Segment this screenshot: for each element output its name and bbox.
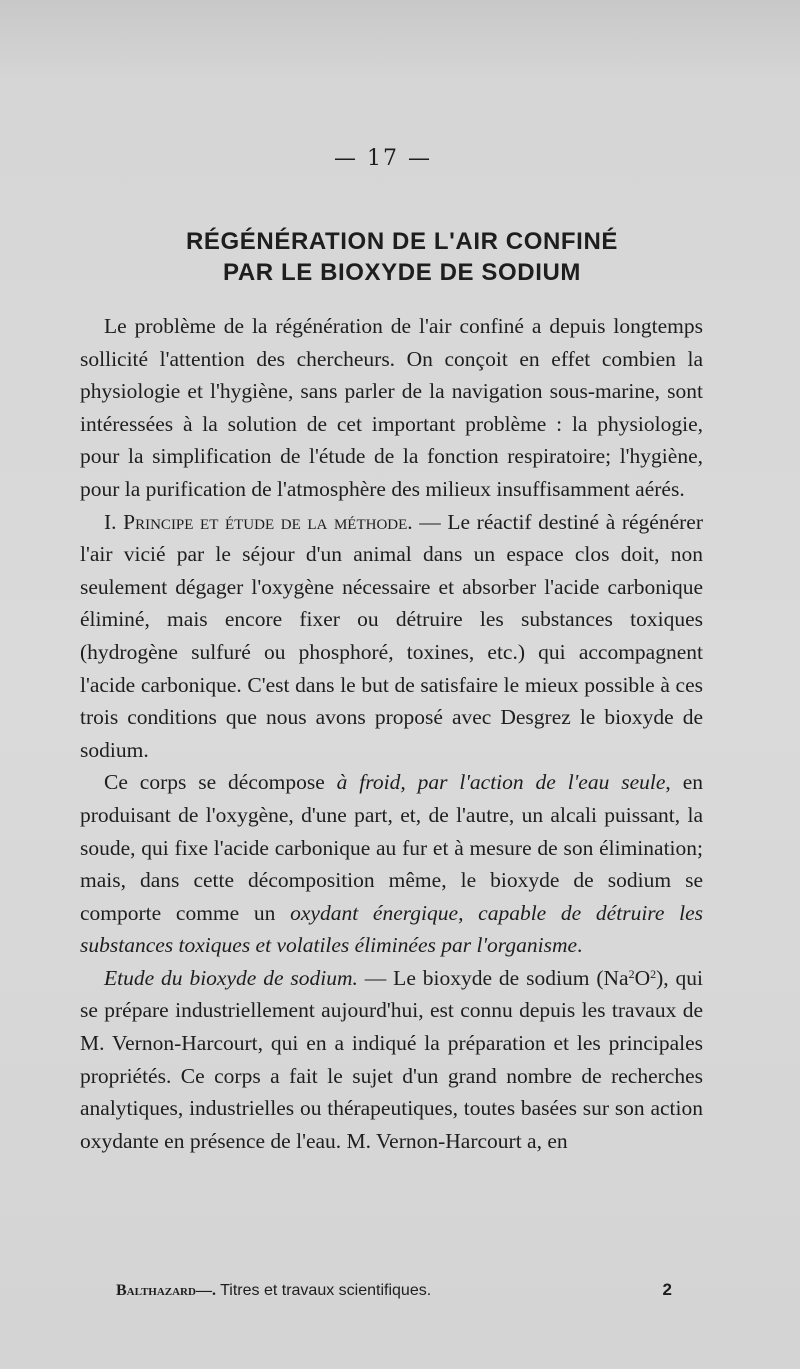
paragraph-3	[80, 766, 703, 962]
paragraph-4-text-1: — Le bioxyde de sodium (Na	[357, 965, 629, 990]
paragraph-4-text-2: O	[634, 965, 651, 990]
subsection-heading: Etude du bioxyde de sodium.	[104, 965, 358, 990]
sheet-signature: 2	[662, 1280, 672, 1299]
subscript-2b: 2	[650, 966, 657, 981]
page-footer	[116, 1280, 672, 1300]
paragraph-3-text-1: Ce corps se décompose	[104, 770, 337, 795]
paragraph-3-italic-1: à froid, par l'action de l'eau seule	[336, 770, 666, 795]
paragraph-2	[80, 506, 703, 767]
page-number: — 17 —	[334, 146, 432, 171]
paragraph-4-text-3: ), qui se prépare industriellement aujourd'hui, est connu depuis les travaux de M. Vernon-Harcourt, qui en a indiqué la préparation et les principales propriétés. Ce corps a fait le sujet d'un grand nombre de recherches analytiques, industrielles ou thérapeutiques, toutes basées sur son action oxydante en présence de l'eau. M. Vernon-Harcourt a, en	[80, 965, 703, 1153]
footer-work: Titres et travaux scientifiques.	[215, 1282, 432, 1299]
chapter-title	[82, 226, 722, 288]
body-text	[80, 310, 703, 1157]
paragraph-3-italic-2: oxydant énergique, capable de détruire les substances toxiques et volatiles éliminées par l'organisme	[80, 900, 703, 958]
paragraph-3-text-2: , en produisant de l'oxygène, d'une part, et, de l'autre, un alcali puissant, la soude, qui fixe l'acide carbonique au fur et à mesure de son élimination; mais, dans cette décomposition même, le bioxyde de sodium se comporte comme un	[80, 770, 703, 925]
title-line-2: PAR LE BIOXYDE DE SODIUM	[223, 259, 581, 286]
paragraph-4	[80, 962, 703, 1158]
section-heading: I. Principe et étude de la méthode.	[104, 509, 413, 534]
title-line-1: RÉGÉNÉRATION DE L'AIR CONFINÉ	[185, 228, 618, 255]
footer-author: Balthazard—.	[116, 1282, 216, 1299]
subscript-2a: 2	[628, 966, 635, 981]
footer-citation	[116, 1282, 431, 1300]
paragraph-3-text-3: .	[577, 933, 583, 958]
paragraph-2-text: — Le réactif destiné à régénérer l'air vicié par le séjour d'un animal dans un espace clos doit, non seulement dégager l'oxygène nécessaire et absorber l'acide carbonique éliminé, mais encore fixer ou détruire les substances toxiques (hydrogène sulfuré ou phosphoré, toxines, etc.) qui accompagnent l'acide carbonique. C'est dans le but de satisfaire le mieux possible à ces trois conditions que nous avons proposé avec Desgrez le bioxyde de sodium.	[80, 509, 703, 762]
paragraph-1: Le problème de la régénération de l'air confiné a depuis longtemps sollicité l'attention des chercheurs. On conçoit en effet combien la physiologie et l'hygiène, sans parler de la navigation sous-marine, sont intéressées à la solution de cet important problème : la physiologie, pour la simplification de l'étude de la fonction respiratoire; l'hygiène, pour la purification de l'atmosphère des milieux insuffisamment aérés.	[80, 314, 703, 501]
